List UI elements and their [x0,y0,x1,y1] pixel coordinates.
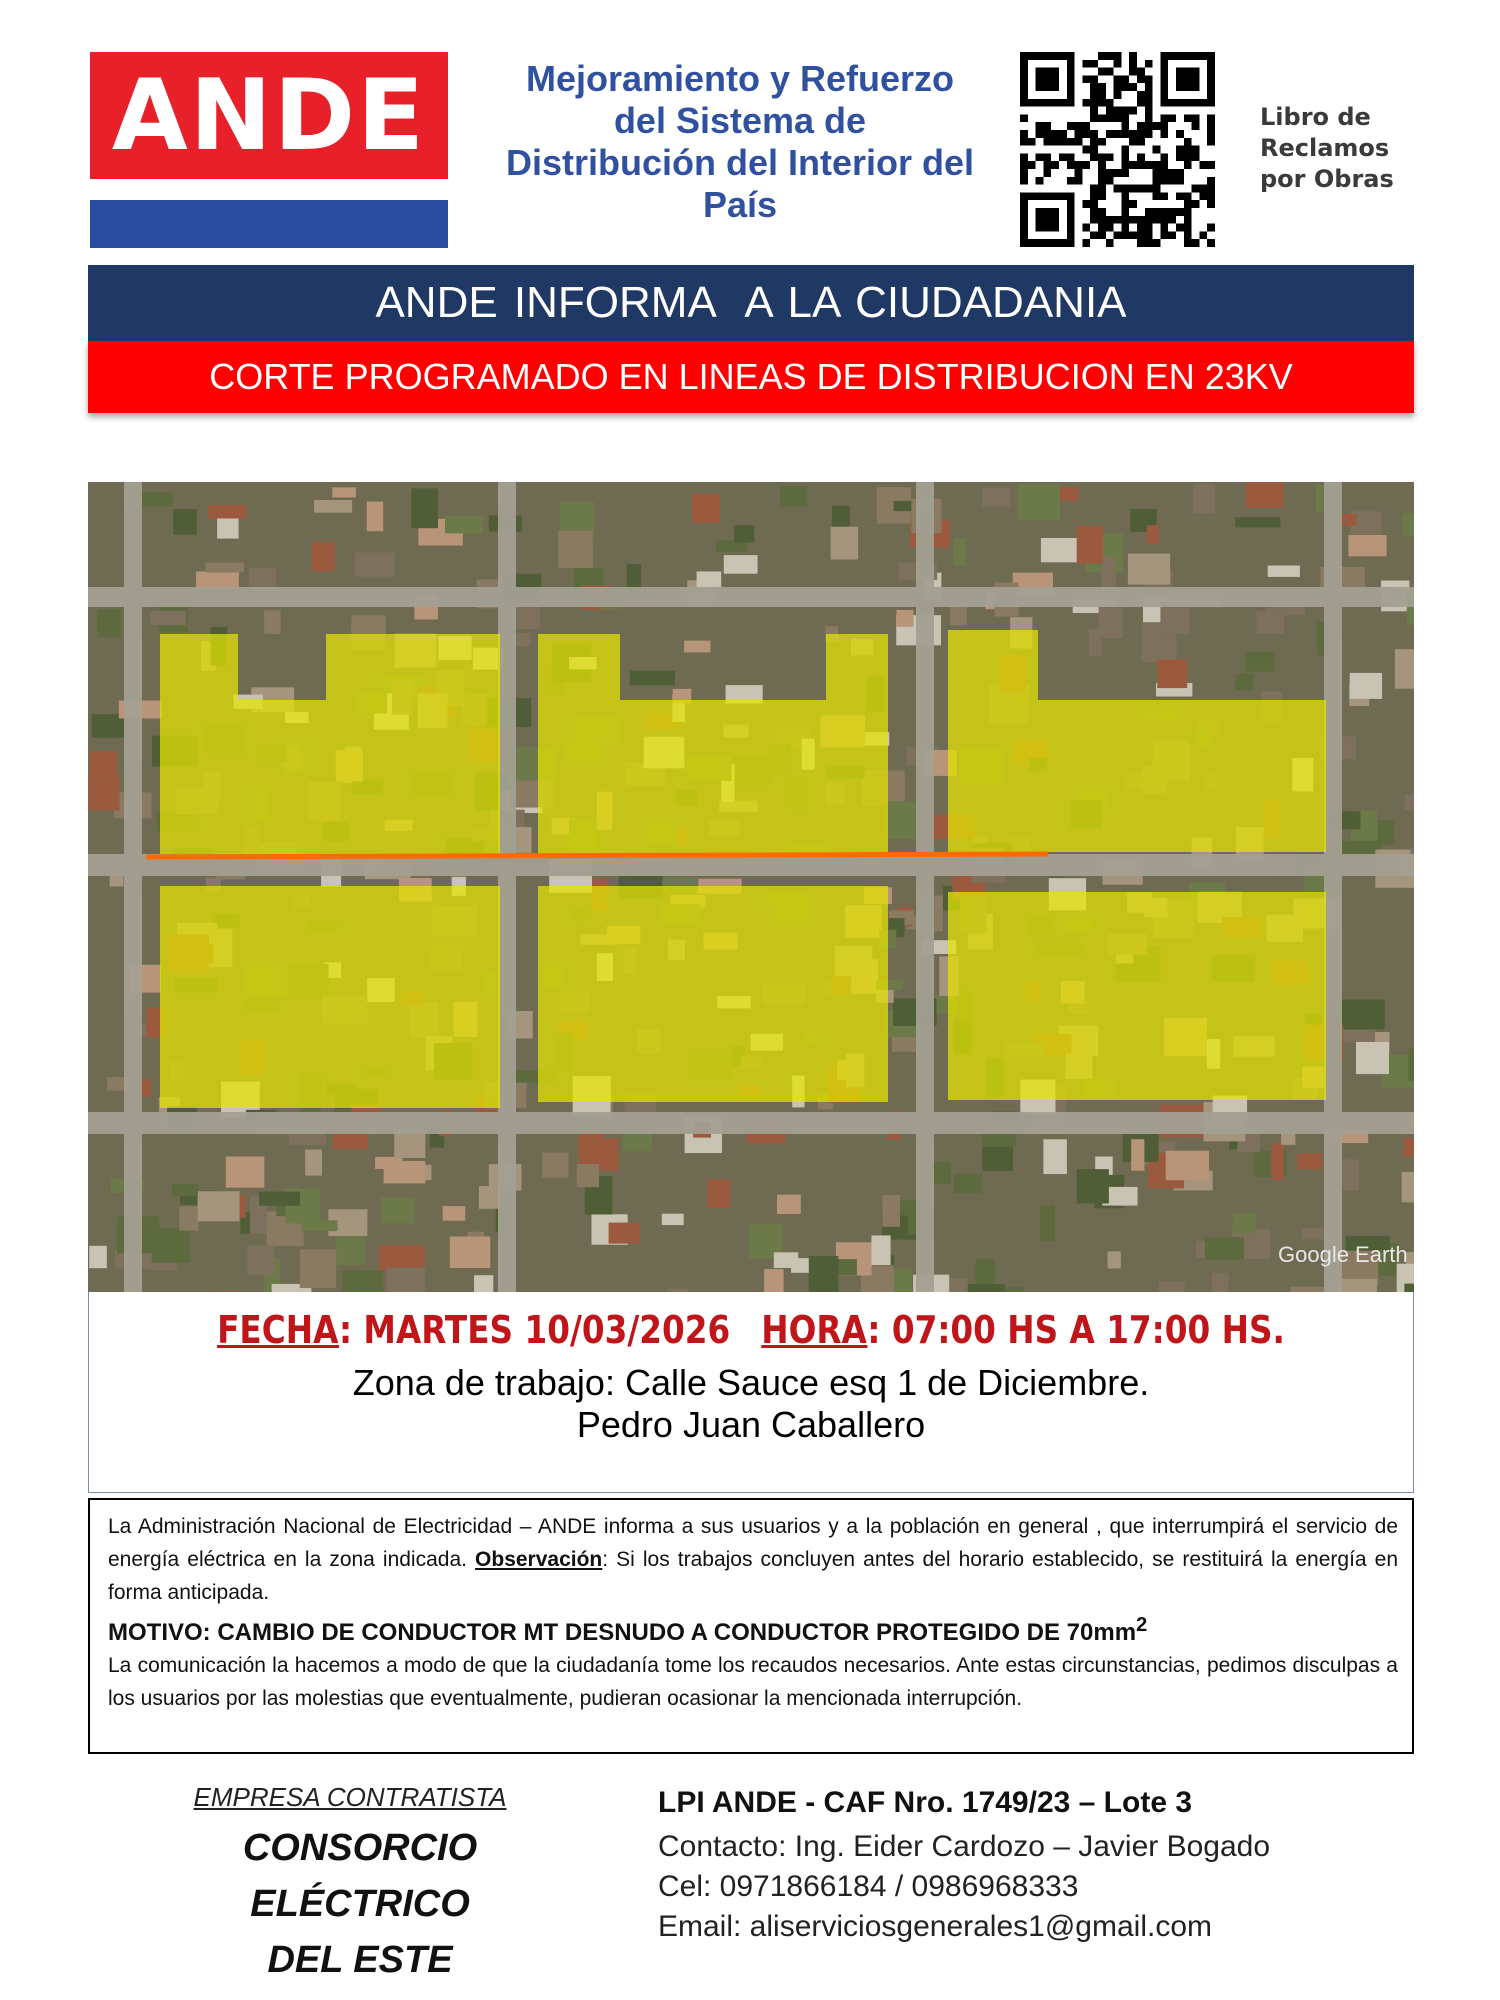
project-title-line-3: Distribución del Interior del [505,142,975,183]
banner-title-text: ANDE INFORMA A LA CIUDADANIA [375,278,1127,327]
map-watermark: Google Earth [1278,1242,1408,1267]
contractor-label: EMPRESA CONTRATISTA [193,1782,507,1812]
info-paragraph-2: La comunicación la hacemos a modo de que la ciudadanía tome los recaudos necesarios. Ante estas circunstancias, pedimos disculpas a los usuarios por las molestias que eventualmente, pudieran ocasionar la mencionada interrupción. [108,1654,1398,1710]
ande-logo [90,52,448,179]
contact-email[interactable]: Email: aliserviciosgenerales1@gmail.com [658,1910,1212,1943]
project-title-line-4: País [702,184,778,225]
company-line-2: ELÉCTRICO [250,1883,470,1925]
city: Pedro Juan Caballero [576,1404,926,1445]
motivo-text: MOTIVO: CAMBIO DE CONDUCTOR MT DESNUDO A CONDUCTOR PROTEGIDO DE 70mm [108,1619,1137,1646]
banner-title [88,265,1414,341]
qr-caption-line-1: Libro de [1260,103,1371,131]
qr-caption [1260,102,1430,195]
fecha-label: FECHA [217,1308,339,1352]
qr-code-icon[interactable] [1020,52,1215,247]
info-text [108,1510,1398,1715]
info-box [88,1498,1414,1754]
project-title-line-1: Mejoramiento y Refuerzo [525,58,955,99]
logo-blue-bar [90,200,448,248]
banner-subtitle-text: CORTE PROGRAMADO EN LINEAS DE DISTRIBUCION EN 23KV [209,356,1293,397]
project-title [470,58,1010,226]
qr-caption-line-2: Reclamos [1260,134,1390,162]
logo-text: ANDE [111,58,427,173]
distribution-line [146,854,1048,857]
observacion-label: Observación [475,1548,603,1571]
info-para1-a: La Administración Nacional de Electricidad – ANDE informa a sus usuarios y a la población en general , que interrumpirá el servicio de energía eléctrica en la zona indicada. [108,1515,1398,1571]
banner-subtitle [88,341,1414,413]
info-paragraph-1 [108,1510,1398,1609]
schedule-date-time [182,1308,1321,1352]
hora-label: HORA [761,1308,868,1352]
contact-phone[interactable]: Cel: 0971866184 / 0986968333 [658,1870,1079,1903]
outage-area-map [88,482,1414,1292]
schedule-box [88,1292,1414,1493]
contact-names: Contacto: Ing. Eider Cardozo – Javier Bogado [658,1830,1271,1863]
company-line-3: DEL ESTE [267,1939,453,1981]
info-para1-b: : Si los trabajos concluyen antes del horario establecido, se restituirá la energía en forma anticipada. [108,1548,1398,1604]
lpi-reference: LPI ANDE - CAF Nro. 1749/23 – Lote 3 [658,1786,1193,1819]
motivo-superscript: 2 [1136,1614,1148,1636]
qr-caption-line-3: por Obras [1260,165,1394,193]
company-line-1: CONSORCIO [242,1827,478,1869]
hora-value: : 07:00 HS A 17:00 HS. [867,1308,1285,1352]
motivo [108,1609,1398,1649]
project-title-line-2: del Sistema de [613,100,867,141]
work-zone: Zona de trabajo: Calle Sauce esq 1 de Diciembre. [352,1362,1150,1403]
fecha-value: : MARTES 10/03/2026 [338,1308,731,1352]
